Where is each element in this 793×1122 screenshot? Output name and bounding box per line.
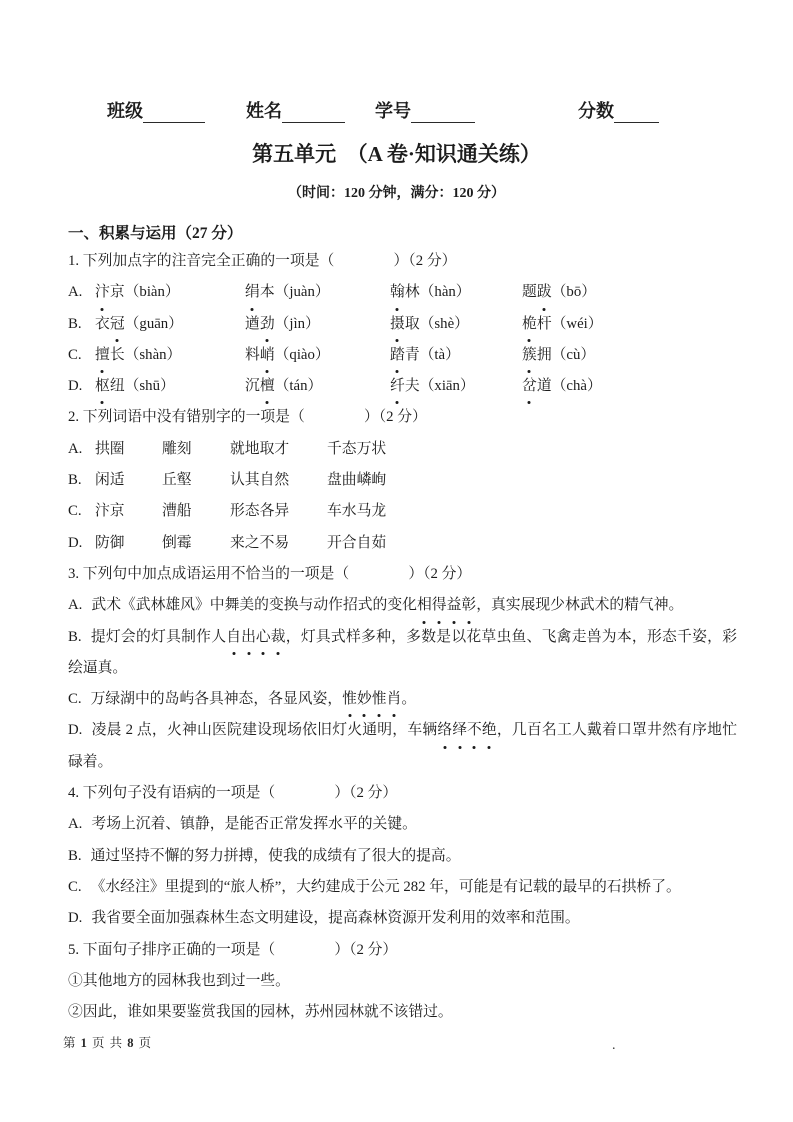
q1-option-d xyxy=(68,371,737,402)
option-label: D. xyxy=(68,534,83,551)
option-words: 拱圈 雕刻 就地取才 千态万状 xyxy=(95,440,387,457)
option-words: 闲适 丘壑 认其自然 盘曲嶙峋 xyxy=(95,472,387,489)
option-label: A. xyxy=(68,440,83,457)
option-label: A. xyxy=(68,284,83,301)
student-id-blank xyxy=(411,106,475,123)
class-field xyxy=(107,97,205,123)
option-sentence: 凌晨 2 点，火神山医院建设现场依旧灯火通明，车辆络绎不绝，几百名工人戴着口罩井然有序地忙碌着。 xyxy=(68,722,737,769)
q1-option-a xyxy=(68,277,737,308)
option-label: B. xyxy=(68,472,82,489)
option-sentence: 我省要全面加强森林生态文明建设，提高森林资源开发利用的效率和范围。 xyxy=(91,910,580,927)
option-label: A. xyxy=(68,597,83,614)
name-blank xyxy=(282,106,345,123)
footer-page-number: 第 1 页 共 8 页 xyxy=(63,1036,153,1050)
option-sentence: 万绿湖中的岛屿各具神态，各显风姿，惟妙惟肖。 xyxy=(91,691,417,707)
q3-option-a xyxy=(68,590,737,621)
stray-dot: . xyxy=(612,1038,616,1053)
q2-option-a xyxy=(68,434,737,465)
q2-option-d xyxy=(68,528,737,559)
exam-time-score: （时间：120 分钟，满分：120 分） xyxy=(288,186,505,201)
class-label: 班级 xyxy=(107,101,143,121)
option-label: C. xyxy=(68,878,82,895)
option-words: 汴京 漕船 形态各异 车水马龙 xyxy=(95,503,387,520)
option-sentence: 武术《武林雄风》中舞美的变换与动作招式的变化相得益彰，真实展现少林武术的精气神。 xyxy=(91,597,683,613)
score-blank xyxy=(614,106,659,123)
page-title: 第五单元 （A 卷·知识通关练） xyxy=(252,142,541,166)
q4-option-c xyxy=(68,872,737,903)
option-words: 枢纽（shū） 沉檀（tán） 纤夫（xiān） 岔道（chà） xyxy=(95,378,602,394)
q3-stem: 3. 下列句中加点成语运用不恰当的一项是（ ）（2 分） xyxy=(68,565,472,582)
q5-stem: 5. 下面句子排序正确的一项是（ ）（2 分） xyxy=(68,941,398,958)
option-label: B. xyxy=(68,628,82,645)
q1-option-c xyxy=(68,340,737,371)
question-content xyxy=(68,246,737,1028)
section-one-heading: 一、积累与运用（27 分） xyxy=(68,225,243,242)
student-info-row xyxy=(0,0,793,123)
class-blank xyxy=(143,106,205,123)
q5-sentence-2: ②因此，谁如果要鉴赏我国的园林，苏州园林就不该错过。 xyxy=(68,1004,453,1021)
option-label: D. xyxy=(68,722,83,739)
student-id-label: 学号 xyxy=(375,101,411,121)
option-words: 擅长（shàn） 料峭（qiào） 踏青（tà） 簇拥（cù） xyxy=(95,347,595,363)
q1-option-b xyxy=(68,309,737,340)
option-label: A. xyxy=(68,816,83,833)
q3-option-b xyxy=(68,622,737,685)
option-words: 汴京（biàn） 绢本（juàn） 翰林（hàn） 题跋（bō） xyxy=(95,284,596,300)
q2-stem: 2. 下列词语中没有错别字的一项是（ ）（2 分） xyxy=(68,409,427,426)
option-label: C. xyxy=(68,691,82,708)
option-label: B. xyxy=(68,315,82,332)
name-label: 姓名 xyxy=(246,101,282,121)
option-label: C. xyxy=(68,346,82,363)
option-label: C. xyxy=(68,503,82,520)
q2-option-c xyxy=(68,496,737,527)
option-sentence: 通过坚持不懈的努力拼搏，使我的成绩有了很大的提高。 xyxy=(90,847,461,864)
option-sentence: 提灯会的灯具制作人自出心裁，灯具式样多种，多数是以花草虫鱼、飞禽走兽为本，形态千姿，彩绘逼真。 xyxy=(68,629,737,676)
q3-option-c xyxy=(68,684,737,715)
student-id-field xyxy=(375,97,475,123)
q4-option-a xyxy=(68,809,737,840)
q4-option-d xyxy=(68,903,737,934)
option-words: 衣冠（guān） 遒劲（jìn） 摄取（shè） 桅杆（wéi） xyxy=(95,316,603,332)
option-sentence: 《水经注》里提到的“旅人桥”，大约建成于公元 282 年，可能是有记载的最早的石拱桥了。 xyxy=(90,878,681,895)
option-words: 防御 倒霉 来之不易 开合自茹 xyxy=(95,534,387,551)
score-field xyxy=(578,97,659,123)
option-sentence: 考场上沉着、镇静，是能否正常发挥水平的关键。 xyxy=(91,816,417,833)
option-label: D. xyxy=(68,378,83,395)
option-label: D. xyxy=(68,910,83,927)
name-field xyxy=(246,97,345,123)
q4-option-b xyxy=(68,841,737,872)
option-label: B. xyxy=(68,847,82,864)
q2-option-b xyxy=(68,465,737,496)
q3-option-d xyxy=(68,715,737,778)
q5-sentence-1: ①其他地方的园林我也到过一些。 xyxy=(68,972,290,989)
score-label: 分数 xyxy=(578,101,614,121)
q1-stem: 1. 下列加点字的注音完全正确的一项是（ ）（2 分） xyxy=(68,253,457,269)
q4-stem: 4. 下列句子没有语病的一项是（ ）（2 分） xyxy=(68,785,398,802)
